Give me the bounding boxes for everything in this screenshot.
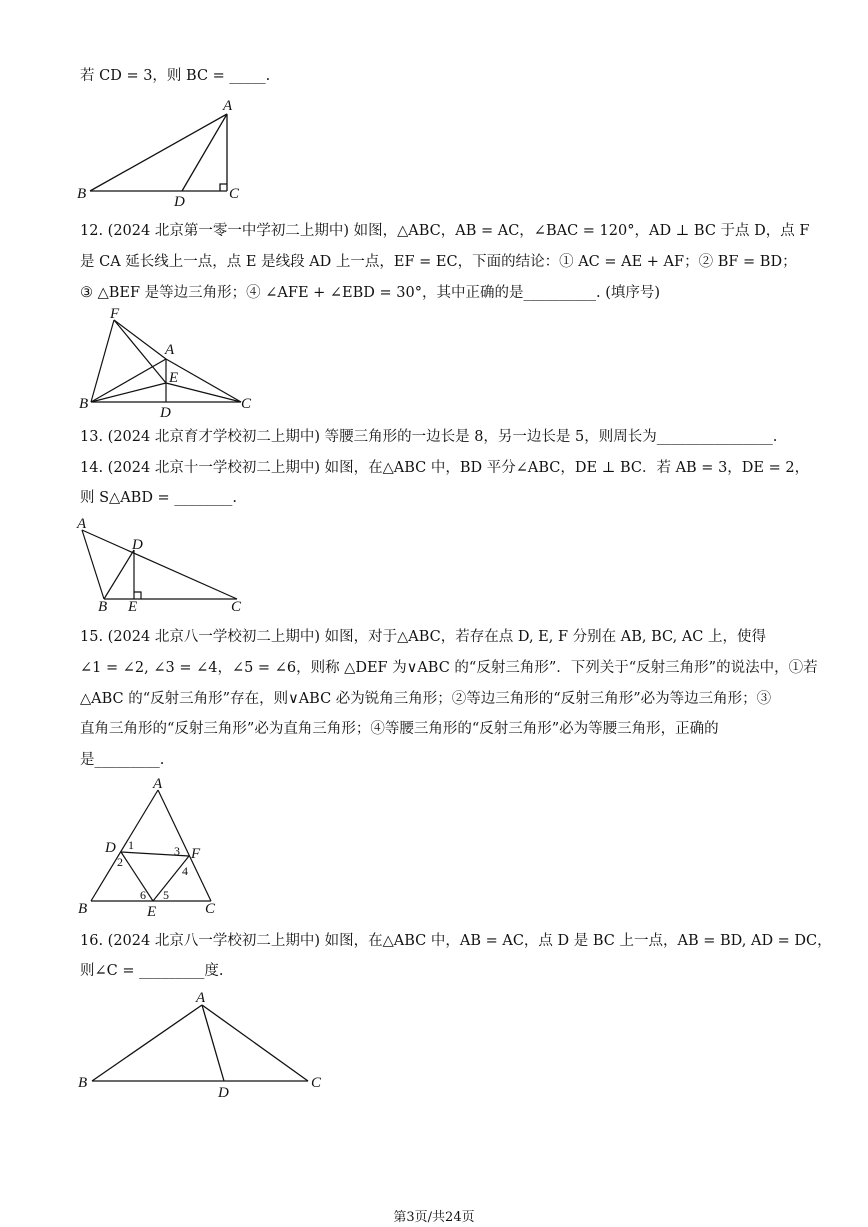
label-B: B	[78, 1075, 88, 1091]
label-C: C	[311, 1075, 322, 1091]
q14-line-2: 则 S△ABD = ________.	[80, 490, 237, 506]
figure-q16	[74, 985, 344, 1105]
label-C: C	[229, 186, 240, 202]
label-B: B	[77, 186, 87, 202]
q14-line-1: 14. (2024 北京十一学校初二上期中) 如图，在△ABC 中，BD 平分∠ABC，DE ⊥ BC．若 AB = 3，DE = 2，	[80, 460, 810, 476]
q15-line-3: △ABC 的“反射三角形”存在，则∨ABC 必为锐角三角形；②等边三角形的“反射三角形”必为等边三角形；③	[80, 691, 772, 707]
q15-line-5: 是_________.	[80, 752, 165, 768]
label-B: B	[78, 901, 88, 917]
label-A: A	[223, 98, 233, 114]
q15-line-4: 直角三角形的“反射三角形”必为直角三角形；④等腰三角形的“反射三角形”必为等腰三角形，正确的	[80, 721, 719, 737]
label-C: C	[231, 599, 242, 615]
label-A: A	[196, 990, 206, 1006]
angle-label-3: 3	[174, 844, 180, 858]
label-F: F	[191, 846, 201, 862]
q13-text: 13. (2024 北京育才学校初二上期中) 等腰三角形的一边长是 8，另一边长是 5，则周长为________________.	[80, 429, 778, 445]
label-A: A	[153, 776, 163, 792]
q12-line-2: 是 CA 延长线上一点，点 E 是线段 AD 上一点，EF = EC，下面的结论：① AC = AE + AF；② BF = BD；	[80, 254, 797, 270]
page-footer: 第3页/共24页	[393, 1210, 475, 1225]
label-E: E	[169, 370, 179, 386]
label-F: F	[110, 306, 120, 322]
angle-label-6: 6	[140, 888, 146, 902]
label-C: C	[205, 901, 216, 917]
q11-text: 若 CD = 3，则 BC = _____.	[80, 68, 271, 84]
label-D: D	[105, 840, 116, 856]
label-E: E	[147, 904, 157, 920]
q12-line-1: 12. (2024 北京第一零一中学初二上期中) 如图，△ABC，AB = AC，∠BAC = 120°，AD ⊥ BC 于点 D，点 F	[80, 223, 810, 239]
label-D: D	[132, 537, 143, 553]
angle-label-1: 1	[128, 838, 134, 852]
figure-q14	[74, 515, 254, 615]
label-D: D	[160, 405, 171, 420]
figure-q12	[74, 305, 274, 420]
angle-label-4: 4	[182, 864, 188, 878]
q12-line-3: ③ △BEF 是等边三角形；④ ∠AFE + ∠EBD = 30°，其中正确的是__________. (填序号)	[80, 285, 661, 301]
label-E: E	[128, 599, 138, 615]
label-B: B	[98, 599, 108, 615]
q15-line-1: 15. (2024 北京八一学校初二上期中) 如图，对于△ABC，若存在点 D, E, F 分别在 AB, BC, AC 上，使得	[80, 629, 767, 645]
label-C: C	[241, 396, 252, 412]
label-A: A	[165, 342, 175, 358]
label-D: D	[174, 194, 185, 208]
figure-q15	[74, 775, 234, 920]
q15-line-2: ∠1 = ∠2, ∠3 = ∠4，∠5 = ∠6，则称 △DEF 为∨ABC 的“反射三角形”．下列关于“反射三角形”的说法中，①若	[80, 660, 818, 676]
q16-line-2: 则∠C = _________度.	[80, 963, 224, 979]
label-A: A	[77, 516, 87, 532]
angle-label-5: 5	[163, 888, 169, 902]
label-D: D	[218, 1085, 229, 1101]
figure-q11	[74, 96, 254, 208]
q16-line-1: 16. (2024 北京八一学校初二上期中) 如图，在△ABC 中，AB = AC，点 D 是 BC 上一点，AB = BD, AD = DC，	[80, 933, 832, 949]
label-B: B	[79, 396, 89, 412]
angle-label-2: 2	[117, 855, 123, 869]
